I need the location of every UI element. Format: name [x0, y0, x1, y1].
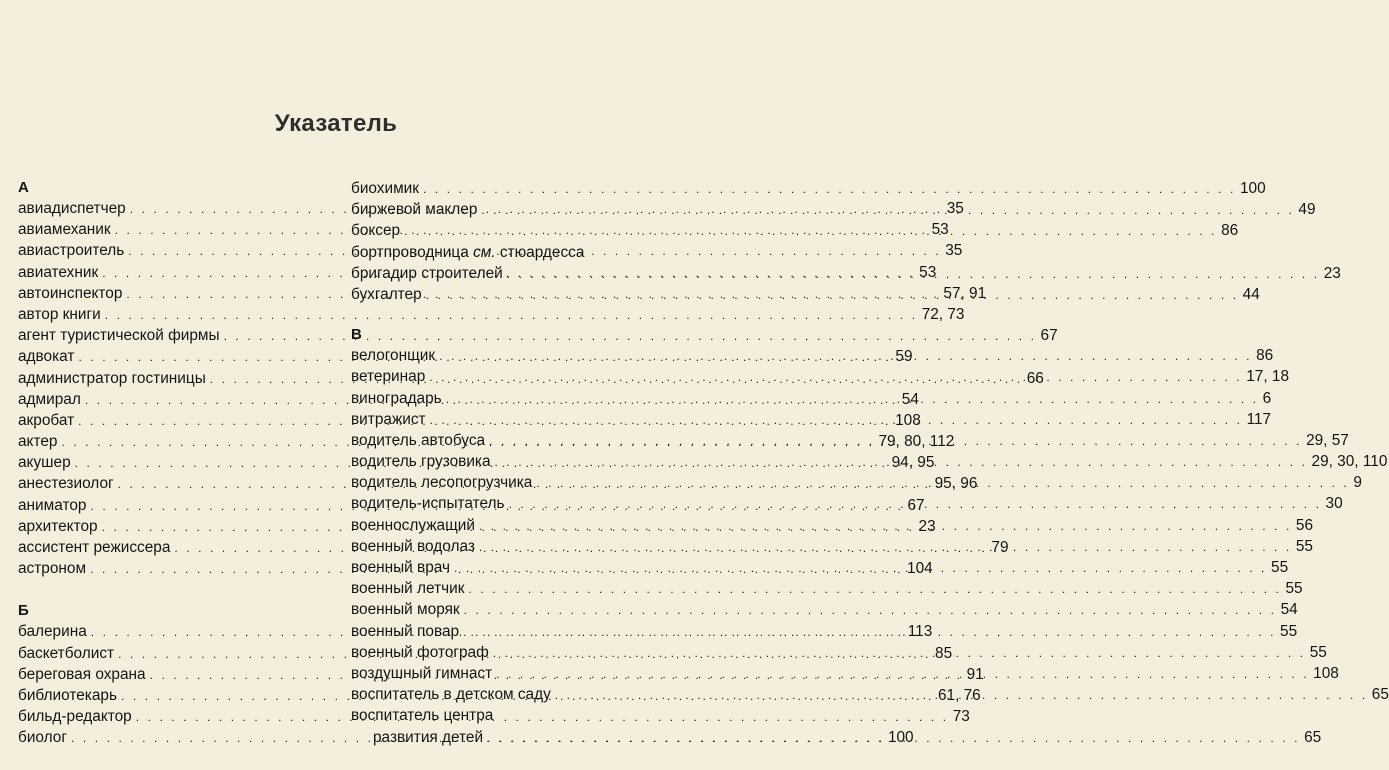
entry-pages: 66	[1026, 369, 1044, 387]
dot-leader	[479, 537, 1292, 558]
entry-label: библиотекарь	[18, 686, 117, 704]
see-reference-marker: см.	[473, 243, 496, 261]
entry-label: велогонщик	[351, 347, 436, 365]
entry-label: военнослужащий	[351, 516, 475, 534]
entry-pages: 23	[1323, 264, 1341, 282]
entry-label: военный врач	[351, 559, 451, 576]
entry-label: астроном	[18, 560, 87, 578]
dot-leader	[481, 200, 1294, 221]
entry-label: биохимик	[351, 180, 420, 197]
entry-label: автоинспектор	[18, 284, 123, 302]
dot-leader	[464, 600, 1277, 621]
dot-leader	[454, 558, 1267, 579]
entry-label: воздушный гимнаст	[351, 664, 493, 682]
entry-label: биржевой маклер	[351, 201, 478, 219]
entry-pages: 59	[895, 348, 913, 366]
entry-pages: 17, 18	[1246, 368, 1290, 386]
dot-leader	[426, 285, 1239, 306]
entry-label: бортпроводница	[351, 243, 469, 261]
entry-label: бильд-редактор	[18, 708, 132, 726]
entry-label: администратор гостиницы	[18, 369, 206, 387]
index-entry-crossref	[351, 242, 661, 263]
entry-label: военный фотограф	[351, 643, 489, 661]
dot-leader	[430, 410, 1243, 431]
dot-leader	[404, 221, 1217, 242]
index-entry	[351, 178, 1266, 199]
entry-pages: 54	[1280, 601, 1298, 619]
entry-pages: 95, 96	[934, 475, 978, 493]
dot-leader	[555, 685, 1368, 706]
entry-pages: 113	[907, 623, 933, 641]
entry-pages: 117	[1246, 410, 1272, 428]
entry-label: водитель автобуса	[351, 431, 486, 449]
dot-leader	[446, 389, 1259, 410]
entry-pages: 55	[1285, 580, 1303, 598]
entry-pages: 9	[1353, 474, 1362, 492]
section-letter-a: А	[18, 179, 29, 196]
entry-pages: 91	[966, 665, 984, 683]
dot-leader	[439, 346, 1252, 367]
entry-pages: 73	[952, 708, 970, 726]
entry-pages: 100	[887, 729, 914, 747]
index-entry	[18, 325, 1058, 346]
entry-pages: 54	[901, 390, 919, 408]
entry-label: воспитатель в детском саду	[351, 686, 551, 704]
section-letter-v: В	[351, 326, 362, 344]
dot-leader	[496, 664, 1309, 685]
entry-pages: 86	[1256, 347, 1274, 365]
entry-pages: 35	[945, 242, 963, 260]
entry-label: развития детей	[373, 728, 484, 746]
entry-label: ассистент режиссера	[18, 539, 171, 556]
entry-pages: 29, 30, 110	[1311, 453, 1388, 471]
entry-pages: 23	[918, 517, 936, 535]
entry-label: бригадир строителей	[351, 264, 503, 282]
entry-pages: 44	[1242, 285, 1260, 303]
index-entry	[351, 599, 1298, 620]
entry-pages: 67	[1040, 327, 1058, 345]
entry-label: военный водолаз	[351, 537, 475, 555]
entry-pages: 29, 57	[1306, 431, 1349, 449]
entry-pages: 108	[895, 411, 921, 429]
page-title: Указатель	[274, 110, 398, 137]
entry-pages: 55	[1309, 643, 1327, 661]
entry-label: водитель лесопогрузчика	[351, 474, 533, 492]
entry-label: актер	[18, 433, 58, 451]
entry-pages: 65	[1371, 686, 1389, 704]
entry-label: акробат	[18, 411, 75, 429]
entry-pages: 6	[1262, 389, 1272, 407]
entry-pages: 53	[919, 263, 937, 281]
entry-pages: 55	[1295, 537, 1313, 555]
entry-label: виноградарь	[351, 389, 442, 407]
entry-pages: 100	[1239, 180, 1266, 197]
entry-label: адмирал	[18, 390, 81, 408]
entry-pages: 94, 95	[891, 454, 935, 472]
entry-pages: 53	[931, 221, 949, 239]
dot-leader	[495, 452, 1308, 473]
entry-label: авиатехник	[18, 263, 99, 281]
index-entry	[351, 578, 1303, 599]
entry-label: агент туристической фирмы	[18, 327, 220, 345]
entry-label: анестезиолог	[18, 475, 114, 493]
entry-pages: 57, 91	[943, 284, 987, 302]
dot-leader	[493, 643, 1306, 664]
entry-label: авиамеханик	[18, 221, 111, 239]
entry-label: военный моряк	[351, 601, 460, 619]
entry-label: архитектор	[18, 517, 98, 535]
dot-leader	[429, 367, 1242, 388]
entry-label: военный повар	[351, 622, 460, 640]
entry-label: боксер	[351, 222, 401, 240]
entry-label: авиастроитель	[18, 242, 125, 260]
dot-leader	[509, 494, 1322, 515]
index-entry-multiline-first	[351, 705, 661, 726]
entry-label: водитель грузовика	[351, 453, 491, 471]
entry-pages: 79	[991, 539, 1009, 556]
entry-label: автор книги	[18, 305, 101, 323]
entry-label: акушер	[18, 454, 71, 472]
entry-pages: 79, 80, 112	[878, 433, 955, 451]
dot-leader	[423, 179, 1236, 200]
dot-leader	[536, 473, 1349, 494]
entry-pages: 108	[1313, 664, 1339, 682]
entry-pages: 55	[1280, 622, 1298, 640]
entry-pages: 86	[1221, 222, 1239, 240]
entry-pages: 49	[1298, 201, 1316, 219]
dot-leader	[463, 622, 1276, 643]
crossref-target: стюардесса	[499, 243, 585, 261]
entry-pages: 56	[1295, 516, 1314, 534]
entry-label: береговая охрана	[18, 665, 146, 683]
entry-label: биолог	[18, 729, 67, 747]
entry-label: авиадиспетчер	[18, 200, 126, 217]
entry-label: балерина	[18, 623, 87, 641]
entry-pages: 55	[1271, 559, 1289, 576]
entry-pages: 30	[1325, 495, 1343, 513]
entry-label: бухгалтер	[351, 285, 422, 303]
entry-label: воспитатель центра	[351, 707, 494, 725]
entry-label: витражист	[351, 410, 426, 428]
index-entry	[18, 304, 965, 325]
entry-label: баскетболист	[18, 644, 115, 662]
entry-pages: 72, 73	[921, 305, 965, 323]
entry-label: аниматор	[18, 496, 87, 514]
dot-leader	[489, 431, 1302, 452]
entry-pages: 85	[935, 644, 953, 662]
entry-label: военный летчик	[351, 580, 465, 598]
dot-leader	[479, 516, 1292, 537]
entry-pages: 61, 76	[937, 686, 981, 704]
dot-leader	[507, 264, 1320, 285]
section-letter-b: Б	[18, 602, 29, 620]
entry-pages: 65	[1304, 728, 1322, 746]
entry-pages: 35	[946, 200, 964, 217]
entry-pages: 67	[907, 496, 925, 514]
dot-leader	[487, 728, 1300, 749]
entry-pages: 104	[907, 560, 933, 578]
entry-label: ветеринар	[351, 368, 426, 386]
entry-label: адвокат	[18, 348, 75, 366]
entry-label: водитель-испытатель	[351, 495, 505, 513]
dot-leader	[468, 579, 1281, 600]
